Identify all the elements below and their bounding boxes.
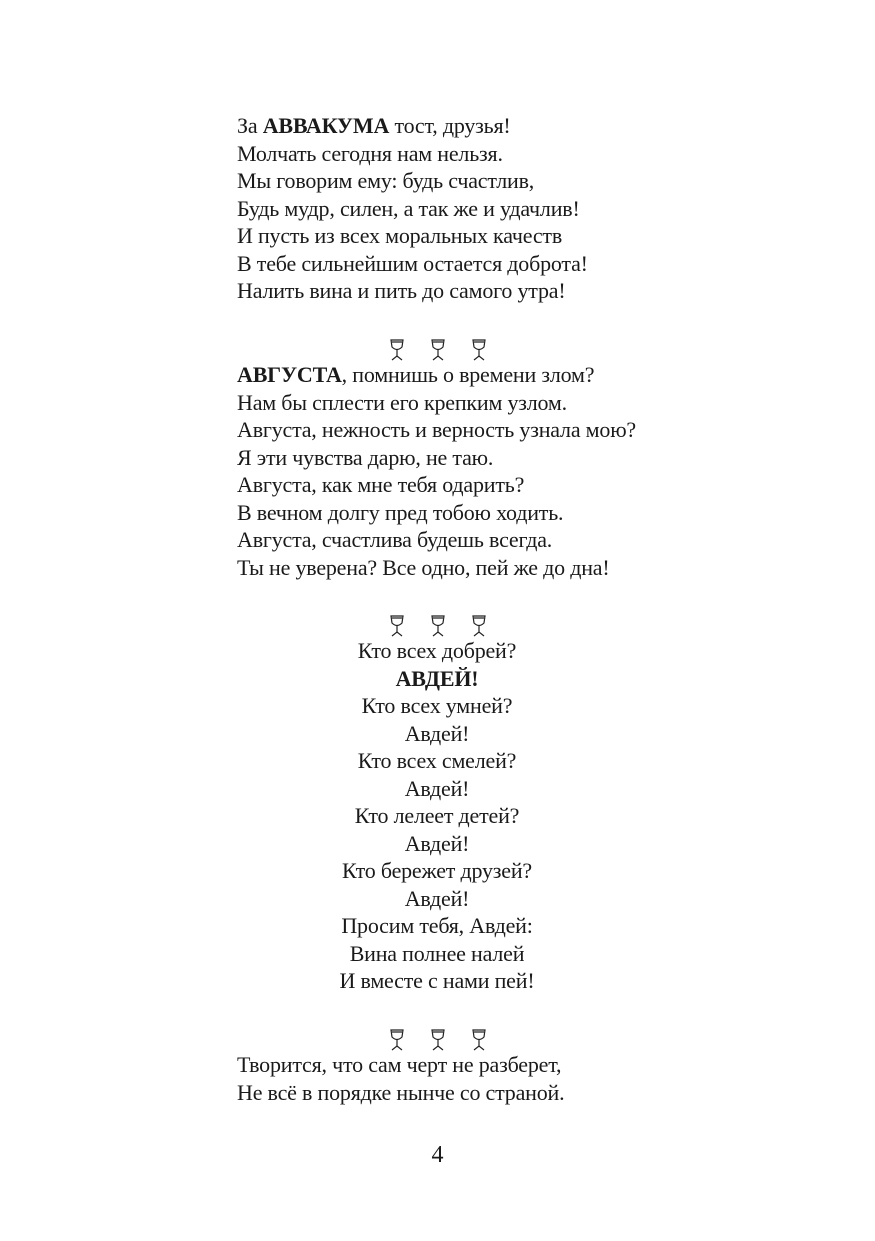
poem-line: Авдей! [404, 720, 470, 746]
poem-fragment [237, 1051, 657, 1106]
wine-glass-divider [388, 336, 488, 362]
poem-avvakum [237, 112, 657, 305]
poem-line: Ты не уверена? Все одно, пей же до дна! [237, 554, 610, 580]
poem-line: Молчать сегодня нам нельзя. [237, 140, 503, 166]
poem-line: Творится, что сам черт не разберет, [237, 1052, 562, 1077]
poem-line: И вместе с нами пей! [339, 968, 535, 993]
poem-line: Мы говорим ему: будь счастлив, [237, 168, 535, 193]
poem-line: Я эти чувства дарю, не таю. [237, 444, 494, 470]
wine-glass-divider [388, 612, 488, 638]
wine-glass-icon [388, 1028, 406, 1052]
poem-line: Кто всех смелей? [357, 748, 517, 773]
highlighted-name: АВГУСТА [237, 362, 342, 387]
wine-glass-icon [429, 338, 447, 362]
poem-line: Августа, нежность и верность узнала мою? [237, 417, 637, 442]
wine-glass-icon [429, 614, 447, 638]
poem-line: Авдей! [404, 830, 470, 856]
poem-line: Налить вина и пить до самого утра! [237, 278, 566, 303]
wine-glass-icon [388, 338, 406, 362]
wine-glass-icon [388, 614, 406, 638]
poem-line: Кто всех добрей? [357, 638, 517, 663]
wine-glass-icon [429, 1028, 447, 1052]
poem-line: И пусть из всех моральных качеств [237, 223, 563, 248]
poem-line: Будь мудр, силен, а так же и удачлив! [237, 195, 580, 221]
poem-line: Кто лелеет детей? [354, 803, 520, 828]
poem-line: Августа, как мне тебя одарить? [237, 472, 525, 497]
poem-line: Просим тебя, Авдей: [341, 913, 533, 938]
page-number: 4 [431, 1142, 444, 1168]
poem-line: Авдей! [404, 775, 470, 801]
highlighted-name: АВВАКУМА [262, 113, 390, 138]
poem-line: Кто всех умней? [361, 693, 513, 718]
poem-line: За АВВАКУМА тост, друзья! [237, 113, 511, 138]
poem-line: Нам бы сплести его крепким узлом. [237, 389, 567, 415]
poem-line: Кто бережет друзей? [342, 858, 532, 883]
wine-glass-icon [470, 338, 488, 362]
poem-line: В вечном долгу пред тобою ходить. [237, 499, 564, 525]
poem-avgusta [237, 361, 657, 581]
poem-line: Августа, счастлива будешь всегда. [237, 527, 553, 552]
poem-line: Не всё в порядке нынче со страной. [237, 1079, 565, 1105]
wine-glass-icon [470, 614, 488, 638]
poem-line: Вина полнее налей [349, 940, 525, 966]
poem-line: АВГУСТА, помнишь о времени злом? [237, 362, 595, 387]
poem-line: В тебе сильнейшим остается доброта! [237, 250, 588, 276]
poem-avdey [237, 637, 637, 995]
poem-line: Авдей! [404, 885, 470, 911]
wine-glass-divider [388, 1026, 488, 1052]
wine-glass-icon [470, 1028, 488, 1052]
highlighted-name: АВДЕЙ! [395, 665, 479, 691]
